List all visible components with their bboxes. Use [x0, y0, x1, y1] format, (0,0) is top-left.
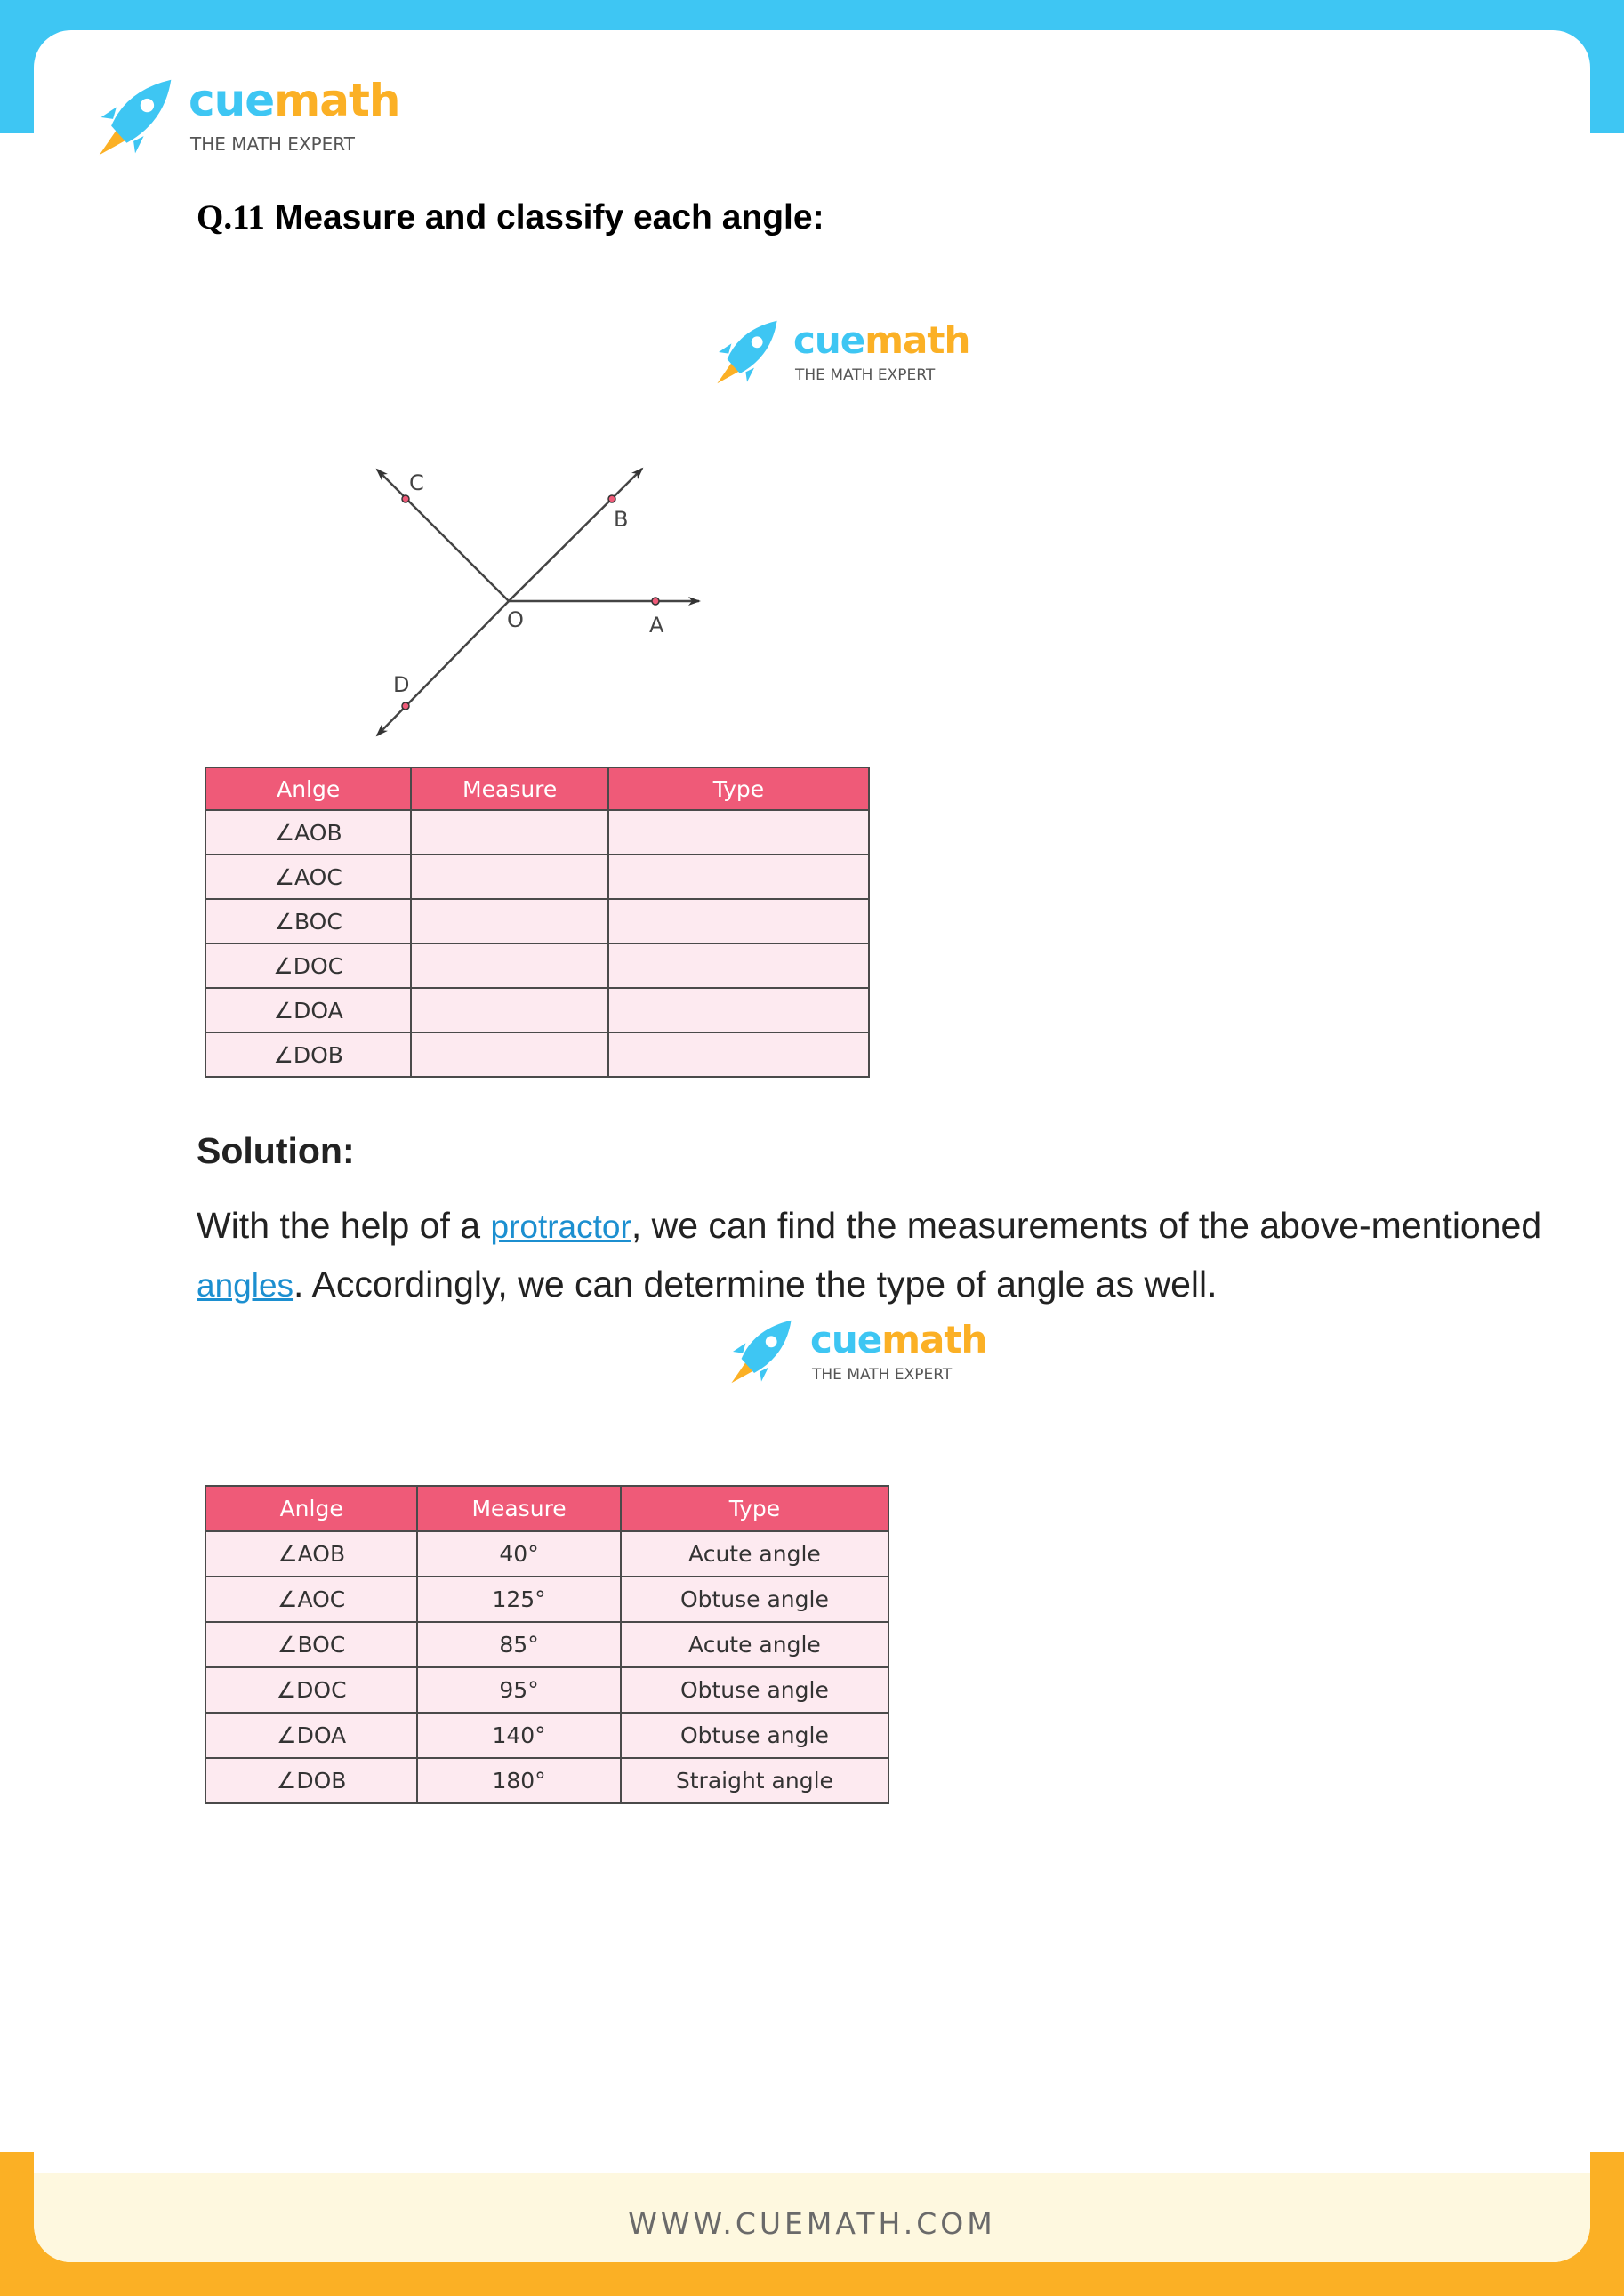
type-cell: Obtuse angle: [621, 1667, 888, 1713]
measure-cell: 140°: [417, 1713, 620, 1758]
table-row: [205, 1713, 888, 1758]
type-cell: Straight angle: [621, 1758, 888, 1803]
angles-link[interactable]: angles: [197, 1267, 294, 1304]
question-title: [197, 197, 824, 237]
rocket-icon: [712, 317, 783, 388]
table-row: [205, 943, 869, 988]
solution-heading: Solution:: [197, 1130, 355, 1171]
table-row: [205, 1622, 888, 1667]
column-header: Anlge: [205, 1486, 417, 1531]
table-row: [205, 1758, 888, 1803]
table-row: [205, 1667, 888, 1713]
header-logo: [92, 75, 400, 160]
table-row: [205, 899, 869, 943]
solution-text: With the help of a: [197, 1205, 491, 1246]
ray-ob: [509, 469, 642, 601]
brand-name-math: math: [864, 318, 970, 362]
measure-cell: [411, 943, 608, 988]
measure-cell: 125°: [417, 1577, 620, 1622]
type-cell: [608, 988, 869, 1032]
column-header: Measure: [417, 1486, 620, 1531]
angle-cell: ∠AOB: [205, 1531, 417, 1577]
brand-name-cue: cue: [189, 75, 275, 126]
column-header: Type: [608, 767, 869, 810]
angle-cell: ∠DOC: [205, 943, 411, 988]
angle-cell: ∠DOB: [205, 1758, 417, 1803]
point-b-dot: [608, 495, 615, 502]
point-d-dot: [402, 702, 409, 710]
angle-cell: ∠BOC: [205, 1622, 417, 1667]
question-table: [205, 767, 870, 1078]
point-a-dot: [652, 598, 659, 605]
table-row: [205, 1032, 869, 1077]
angle-cell: ∠BOC: [205, 899, 411, 943]
protractor-link[interactable]: protractor: [490, 1208, 631, 1245]
angle-cell: ∠DOB: [205, 1032, 411, 1077]
table-row: [205, 855, 869, 899]
ray-od: [377, 601, 509, 735]
measure-cell: [411, 899, 608, 943]
angle-cell: ∠DOA: [205, 1713, 417, 1758]
question-text: Measure and classify each angle:: [274, 198, 824, 237]
type-cell: [608, 943, 869, 988]
column-header: Measure: [411, 767, 608, 810]
rocket-icon: [726, 1316, 797, 1387]
table-row: [205, 1531, 888, 1577]
table-row: [205, 988, 869, 1032]
solution-text: . Accordingly, we can determine the type of angle as well.: [293, 1264, 1218, 1305]
angle-diagram: [356, 449, 729, 751]
brand-name-math: math: [274, 75, 400, 126]
brand-name-cue: cue: [810, 1318, 882, 1361]
brand-tagline: THE MATH EXPERT: [190, 133, 355, 155]
point-c-dot: [402, 495, 409, 502]
type-cell: [608, 899, 869, 943]
watermark-logo: [726, 1316, 987, 1391]
angle-cell: ∠DOA: [205, 988, 411, 1032]
type-cell: Acute angle: [621, 1622, 888, 1667]
label-d: D: [393, 672, 410, 697]
table-row: [205, 810, 869, 855]
answer-table: [205, 1485, 889, 1804]
type-cell: Obtuse angle: [621, 1577, 888, 1622]
table-header-row: [205, 1486, 888, 1531]
type-cell: Acute angle: [621, 1531, 888, 1577]
label-o: O: [507, 607, 524, 632]
rocket-icon: [92, 75, 178, 160]
watermark-logo: [712, 317, 970, 391]
measure-cell: [411, 988, 608, 1032]
label-a: A: [649, 613, 664, 638]
question-number: Q.11: [197, 198, 265, 237]
angle-cell: ∠DOC: [205, 1667, 417, 1713]
type-cell: [608, 1032, 869, 1077]
table-row: [205, 1577, 888, 1622]
brand-name-cue: cue: [793, 318, 865, 362]
angle-cell: ∠AOC: [205, 1577, 417, 1622]
measure-cell: 40°: [417, 1531, 620, 1577]
label-b: B: [614, 507, 629, 532]
measure-cell: 95°: [417, 1667, 620, 1713]
type-cell: [608, 810, 869, 855]
measure-cell: 85°: [417, 1622, 620, 1667]
measure-cell: [411, 855, 608, 899]
column-header: Type: [621, 1486, 888, 1531]
table-header-row: [205, 767, 869, 810]
angle-cell: ∠AOB: [205, 810, 411, 855]
brand-name-math: math: [881, 1318, 987, 1361]
brand-tagline: THE MATH EXPERT: [812, 1366, 953, 1384]
column-header: Anlge: [205, 767, 411, 810]
label-c: C: [409, 470, 424, 495]
solution-text: , we can find the measurements of the above-mentioned: [631, 1205, 1542, 1246]
solution-paragraph: [197, 1197, 1584, 1314]
angle-cell: ∠AOC: [205, 855, 411, 899]
brand-tagline: THE MATH EXPERT: [795, 366, 936, 384]
type-cell: [608, 855, 869, 899]
ray-oc: [377, 470, 509, 601]
measure-cell: [411, 1032, 608, 1077]
type-cell: Obtuse angle: [621, 1713, 888, 1758]
measure-cell: 180°: [417, 1758, 620, 1803]
footer-url[interactable]: WWW.CUEMATH.COM: [628, 2206, 996, 2241]
measure-cell: [411, 810, 608, 855]
